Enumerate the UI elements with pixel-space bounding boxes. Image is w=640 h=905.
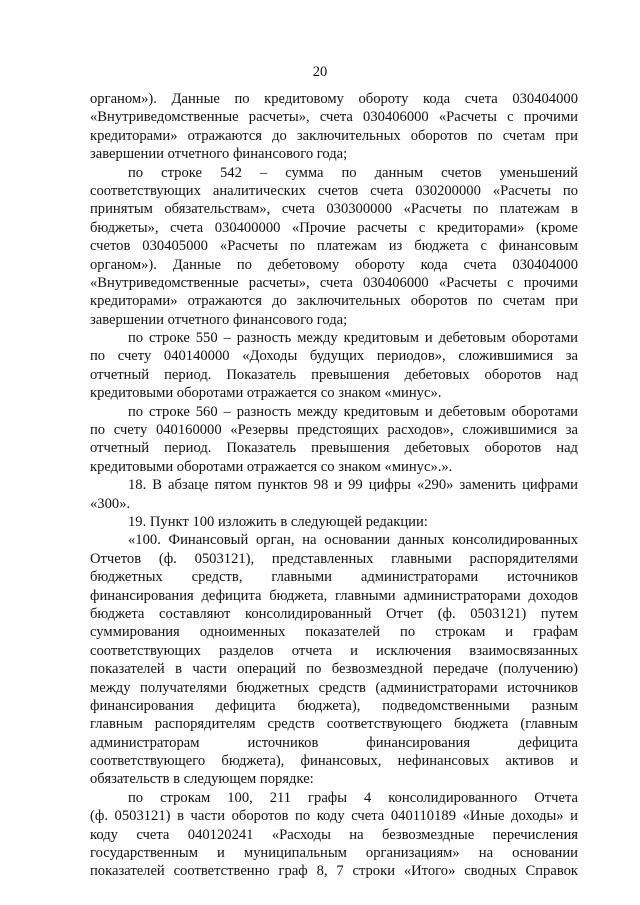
text-line: кредитовыми оборотами отражается со знаком «минус».».: [90, 458, 453, 475]
text-line: соответствующих аналитических счетов счета 030200000 «Расчеты по: [90, 182, 578, 199]
text-line: отчетный период. Показатель превышения дебетовых оборотов над: [90, 440, 578, 457]
document-text: [90, 90, 578, 881]
text-line: кредиторами» отражаются до заключительных оборотов по счетам при: [90, 293, 578, 310]
text-line: 19. Пункт 100 изложить в следующей редакции:: [128, 513, 428, 530]
text-line: «Внутриведомственные расчеты», счета 030406000 «Расчеты с прочими: [90, 274, 578, 291]
text-line: завершении отчетного финансового года;: [90, 146, 348, 163]
text-line: принятым обязательствам», счета 030300000 «Расчеты по платежам в: [90, 201, 578, 218]
text-line: отчетный период. Показатель превышения дебетовых оборотов над: [90, 366, 578, 383]
text-line: счетов 030405000 «Расчеты по платежам из бюджета с финансовым: [90, 238, 578, 255]
text-line: бюджетных средств, главными администраторами источников: [90, 569, 578, 586]
text-line: бюджеты», счета 030400000 «Прочие расчеты с кредиторами» (кроме: [90, 219, 578, 236]
text-line: показателей в части операций по безвозмездной передаче (получению): [90, 661, 578, 678]
text-line: соответствующего бюджета), финансовых, нефинансовых активов и: [90, 753, 578, 770]
text-line: кредиторами» отражаются до заключительных оборотов по счетам при: [90, 127, 578, 144]
text-line: 18. В абзаце пятом пунктов 98 и 99 цифры «290» заменить цифрами: [128, 477, 578, 494]
text-line: по счету 040140000 «Доходы будущих периодов», сложившимися за: [90, 348, 578, 365]
text-line: финансирования дефицита бюджета), подведомственными разным: [90, 697, 578, 714]
text-line: Отчетов (ф. 0503121), представленных главными распорядителями: [90, 550, 578, 567]
text-line: органом»). Данные по кредитовому обороту кода счета 030404000: [90, 91, 578, 107]
text-line: финансирования дефицита бюджета, главными администраторами доходов: [90, 587, 578, 604]
text-line: государственным и муниципальным организациям» на основании: [90, 845, 578, 862]
page-number: 20: [312, 64, 328, 80]
text-line: по строке 550 – разность между кредитовым и дебетовым оборотами: [128, 330, 578, 347]
text-line: между получателями бюджетных средств (администраторами источников: [90, 679, 578, 696]
text-line: по счету 040160000 «Резервы предстоящих расходов», сложившимися за: [90, 422, 578, 439]
text-line: «Внутриведомственные расчеты», счета 030406000 «Расчеты с прочими: [90, 109, 578, 126]
text-line: администраторам источников финансирования дефицита: [90, 734, 578, 751]
text-line: обязательств в следующем порядке:: [90, 771, 314, 788]
text-line: «300».: [90, 495, 131, 512]
text-line: по строке 560 – разность между кредитовым и дебетовым оборотами: [128, 403, 578, 420]
text-line: бюджета составляют консолидированный Отчет (ф. 0503121) путем: [90, 605, 578, 622]
text-line: суммирования одноименных показателей по строкам и графам: [90, 624, 578, 641]
text-line: органом»). Данные по дебетовому обороту кода счета 030404000: [90, 256, 578, 273]
text-line: кредитовыми оборотами отражается со знаком «минус».: [90, 385, 442, 402]
text-line: «100. Финансовый орган, на основании данных консолидированных: [128, 532, 578, 549]
text-line: соответствующих разделов отчета и исключения взаимосвязанных: [90, 642, 578, 659]
text-line: показателей соответственно граф 8, 7 строки «Итого» сводных Справок: [90, 863, 578, 880]
text-line: по строкам 100, 211 графы 4 консолидированного Отчета: [128, 789, 578, 806]
text-line: главным распорядителям средств соответствующего бюджета (главным: [90, 716, 578, 733]
text-line: коду счета 040120241 «Расходы на безвозмездные перечисления: [90, 826, 578, 843]
text-line: завершении отчетного финансового года;: [90, 311, 348, 328]
text-line: по строке 542 – сумма по данным счетов уменьшений: [128, 164, 578, 181]
text-line: (ф. 0503121) в части оборотов по коду счета 040110189 «Иные доходы» и: [90, 808, 578, 825]
